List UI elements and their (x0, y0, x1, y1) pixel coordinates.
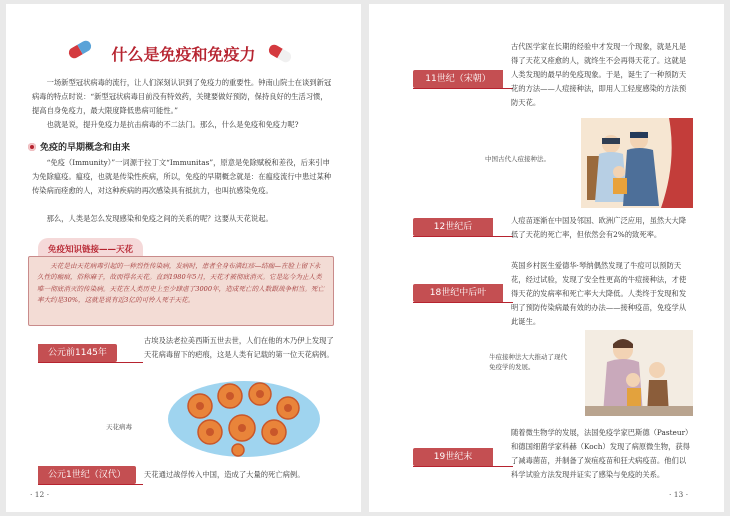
box-tab: 免疫知识链接——天花 (38, 238, 143, 260)
divider (413, 88, 513, 89)
image-caption: 中国古代人痘接种法。 (485, 155, 550, 163)
section-paragraph: 那么，人类是怎么发现感染和免疫之间的关系的呢？这要从天花说起。 (46, 214, 273, 223)
divider (38, 484, 143, 485)
bullet-icon (28, 143, 36, 151)
divider (413, 466, 513, 467)
timeline-text: 古埃及法老拉美西斯五世去世，人们在他的木乃伊上发现了天花病毒留下的疤痕，这是人类有记载的第一位天花病例。 (144, 336, 334, 359)
timeline-tag: 11世纪（宋朝） (413, 70, 503, 88)
timeline-tag: 18世纪中后叶 (413, 284, 503, 302)
knowledge-box (28, 256, 334, 326)
inoculation-illustration (581, 118, 693, 208)
divider (413, 302, 513, 303)
section-heading: 免疫的早期概念和由来 (28, 140, 130, 153)
timeline-tag: 19世纪末 (413, 448, 493, 466)
timeline-tag: 12世纪后 (413, 218, 493, 236)
section-paragraph: “免疫（Immunity）”一词源于拉丁文“Immunitas”，原意是免除赋税和差役，后来引申为免除瘟疫。瘟疫，也就是传染性疾病，所以，免疫的早期概念就是：在瘟疫流行中患过某种传染病而痊愈的人，对这种疾病的再次感染具有抵抗力，也叫抗感染免疫。 (32, 158, 332, 195)
left-page (6, 4, 361, 512)
timeline-tag: 公元前1145年 (38, 344, 117, 362)
vaccination-illustration (585, 330, 693, 416)
timeline-text: 天花通过战俘传入中国，造成了大量的死亡病例。 (144, 470, 305, 479)
timeline-text: 随着微生物学的发展，法国免疫学家巴斯德（Pasteur）和德国细菌学家科赫（Koch）发现了病原微生物，获得了减毒菌苗，并制备了炭疽疫苗和狂犬病疫苗。他们以科学试验方法发现并证实了感染与免疫的关系。 (511, 428, 693, 479)
right-page (369, 4, 724, 512)
divider (413, 236, 513, 237)
intro-paragraph: 一场新型冠状病毒的流行，让人们深刻认识到了免疫力的重要性。钟南山院士在谈到新冠病毒的特点时说：“新型冠状病毒目前没有特效药，关键要做好预防，保持良好的生活习惯，提高自身免疫力，最大限度降低患病可能性。” (32, 78, 332, 115)
image-caption: 牛痘接种法大大推动了现代免疫学的发展。 (489, 353, 567, 371)
timeline-text: 古代医学家在长期的经验中才发现一个现象，就是凡是得了天花又痊愈的人，就终生不会再得天花了。这就是人类发现的最早的免疫现象。于是，诞生了一种预防天花的方法——人痘接种法，即用人工轻度感染的方法预防天花。 (511, 42, 687, 107)
timeline-text: 人痘苗逐渐在中国及邻国、欧洲广泛应用，虽然大大降低了天花的死亡率，但依然会有2%的致死率。 (511, 216, 687, 239)
timeline-tag: 公元1世纪（汉代） (38, 466, 136, 484)
page-number: · 12 · (30, 490, 50, 499)
image-caption: 天花病毒 (106, 423, 132, 431)
page-number: · 13 · (669, 490, 689, 499)
intro-paragraph: 也就是说，提升免疫力是抗击病毒的不二法门。那么，什么是免疫和免疫力呢? (46, 120, 299, 129)
timeline-text: 英国乡村医生爱德华·琴纳偶然发现了牛痘可以预防天花，经过试验，发现了安全性更高的牛痘接种法，才使得天花的发病率和死亡率大大降低。人类终于发现和发明了预防传染病最有效的办法——接种疫苗，免疫学从此诞生。 (511, 261, 687, 326)
knowledge-box-text: 天花是由天花病毒引起的一种烈性传染病，发病时，患者全身布满红疹—结痂—在脸上留下永久性的瘢痕，俗称麻子，故而得名天花。直到1980年5月，天花才被彻底消灭。它是迄今为止人类唯一彻底消灭的传染病。天花在人类历史上至少肆虐了3000年，造成死亡的人数跟战争相当。死亡率大约是30%，这就是说有近3亿的可怜人死于天花。 (37, 262, 325, 304)
page-title: 什么是免疫和免疫力 (111, 45, 256, 64)
divider (38, 362, 143, 363)
smallpox-virus-illustration (164, 376, 324, 462)
